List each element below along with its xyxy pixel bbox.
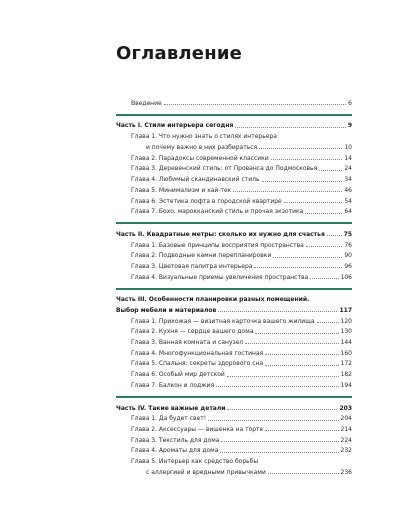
toc-entry[interactable] bbox=[116, 162, 352, 173]
toc-page-number: 64 bbox=[344, 208, 352, 216]
toc-page-number: 120 bbox=[340, 317, 352, 325]
toc-entry-label: Введение bbox=[131, 99, 162, 107]
toc-entry[interactable] bbox=[116, 238, 352, 249]
toc-entry-label: и почему важно в них разбираться bbox=[146, 144, 258, 152]
toc-page-number: 90 bbox=[344, 252, 352, 260]
toc-page-number: 172 bbox=[340, 360, 352, 368]
dot-leader bbox=[268, 473, 339, 474]
toc-entry[interactable] bbox=[116, 194, 352, 205]
toc-page-number: 117 bbox=[339, 307, 352, 314]
dot-leader bbox=[265, 365, 338, 366]
toc-entry-intro[interactable] bbox=[116, 96, 352, 107]
toc-entry-label: Глава 2. Аксессуары — вишенка на торте bbox=[131, 425, 264, 433]
toc-entry-label: Глава 2. Кухня — сердце вашего дома bbox=[131, 328, 254, 336]
dot-leader bbox=[233, 191, 342, 192]
toc-page-number: 14 bbox=[344, 154, 352, 162]
dot-leader bbox=[259, 148, 342, 149]
toc-entry[interactable] bbox=[116, 205, 352, 216]
dot-leader bbox=[271, 159, 343, 160]
toc-part-heading[interactable] bbox=[116, 293, 352, 304]
dot-leader bbox=[245, 343, 338, 344]
dot-leader bbox=[164, 104, 346, 105]
dot-leader bbox=[265, 430, 338, 431]
dot-leader bbox=[208, 420, 338, 421]
toc-page-number: 224 bbox=[340, 436, 352, 444]
toc-entry-label: Глава 3. Текстиль для дома bbox=[131, 436, 220, 444]
toc-entry-label: Глава 3. Ванная комната и санузел bbox=[131, 339, 244, 347]
toc-part-heading[interactable] bbox=[116, 401, 352, 412]
toc-entry-label: Глава 1. Базовые принципы восприятия пространства bbox=[131, 241, 304, 249]
toc-page-number: 160 bbox=[340, 349, 352, 357]
toc-entry[interactable] bbox=[116, 444, 352, 455]
toc-entry[interactable] bbox=[116, 346, 352, 357]
toc-page-number: 75 bbox=[343, 230, 352, 238]
toc-page-number: 34 bbox=[344, 176, 352, 184]
toc-entry-label: Глава 3. Цветовая палитра интерьера bbox=[131, 262, 253, 270]
toc-page-number: 182 bbox=[340, 371, 352, 379]
part-title: Выбор мебели и материалов bbox=[116, 307, 217, 314]
dot-leader bbox=[306, 246, 343, 247]
toc-entry[interactable] bbox=[116, 183, 352, 194]
toc-page-number: 106 bbox=[340, 273, 352, 281]
section-divider bbox=[116, 288, 352, 290]
dot-leader bbox=[310, 278, 338, 279]
dot-leader bbox=[317, 322, 339, 323]
toc-entry-label: Глава 2. Подводные камни перепланировки bbox=[131, 252, 272, 260]
dot-leader bbox=[327, 235, 342, 236]
toc-entry-label: Глава 4. Ароматы для дома bbox=[131, 447, 219, 455]
toc-entry[interactable] bbox=[116, 259, 352, 270]
toc-entry-label: Глава 7. Балкон и лоджия bbox=[131, 381, 215, 389]
toc-entry-label: Глава 2. Парадоксы современной классики bbox=[131, 154, 269, 162]
toc-page-number: 46 bbox=[344, 186, 352, 194]
toc-page-number: 203 bbox=[339, 404, 352, 412]
toc-entry-label: Глава 6. Особый мир детской bbox=[131, 371, 225, 379]
toc-part-heading-continuation[interactable] bbox=[116, 303, 352, 314]
toc-entry[interactable] bbox=[116, 357, 352, 368]
dot-leader bbox=[221, 441, 338, 442]
toc-entry-label: Глава 1. Прихожая — визитная карточка вашего жилища bbox=[131, 317, 315, 325]
toc-entry[interactable] bbox=[116, 454, 352, 465]
dot-leader bbox=[262, 181, 343, 182]
toc-entry-label: Глава 4. Многофункциональная гостиная bbox=[131, 349, 264, 357]
toc-entry-label: Глава 4. Любимый скандинавский стиль bbox=[131, 176, 260, 184]
toc-entry-label: Глава 4. Визуальные приемы увеличения пространства bbox=[131, 273, 309, 281]
dot-leader bbox=[227, 409, 337, 410]
toc-page-number: 6 bbox=[348, 99, 352, 107]
page-title: Оглавление bbox=[116, 43, 243, 64]
toc-entry-label: Глава 5. Минимализм и хай-тек bbox=[131, 186, 232, 194]
toc-page-number: 10 bbox=[344, 144, 352, 152]
toc-entry-label: Глава 7. Бохо, марокканский стиль и прочая экзотика bbox=[131, 208, 304, 216]
toc-entry[interactable] bbox=[116, 335, 352, 346]
toc-page-number: 96 bbox=[344, 262, 352, 270]
toc-page-number: 214 bbox=[340, 425, 352, 433]
toc-entry-label: Глава 3. Деревенский стиль: от Прованса до Подмосковья bbox=[131, 165, 318, 173]
toc-entry-label: Глава 1. Что нужно знать о стилях интерьера bbox=[131, 133, 277, 141]
dot-leader bbox=[255, 333, 338, 334]
toc-entry[interactable] bbox=[116, 367, 352, 378]
dot-leader bbox=[227, 376, 339, 377]
dot-leader bbox=[284, 202, 343, 203]
dot-leader bbox=[305, 213, 342, 214]
part-title: Часть I. Стили интерьера сегодня bbox=[116, 122, 234, 130]
toc-page-number: 204 bbox=[340, 415, 352, 423]
toc-entry-label: Глава 1. Да будет свет! bbox=[131, 415, 207, 423]
toc-entry-label: Глава 6. Эстетика лофта в городской квартире bbox=[131, 197, 282, 205]
dot-leader bbox=[254, 267, 342, 268]
toc-entry-label: Глава 5. Интерьер как средство борьбы bbox=[131, 457, 259, 465]
section-divider bbox=[116, 222, 352, 224]
toc-entry[interactable] bbox=[116, 378, 352, 389]
toc-part-heading[interactable] bbox=[116, 227, 352, 238]
toc-page-number: 144 bbox=[340, 339, 352, 347]
part-title: Часть IV. Такие важные детали bbox=[116, 404, 226, 412]
toc-entry[interactable] bbox=[116, 270, 352, 281]
toc-page-number: 76 bbox=[344, 241, 352, 249]
toc-page-number: 232 bbox=[340, 447, 352, 455]
dot-leader bbox=[216, 386, 338, 387]
toc-page-number: 236 bbox=[340, 468, 352, 476]
table-of-contents bbox=[116, 96, 352, 476]
toc-entry[interactable] bbox=[116, 172, 352, 183]
dot-leader bbox=[273, 257, 342, 258]
toc-page-number: 54 bbox=[344, 197, 352, 205]
toc-page-number: 194 bbox=[340, 381, 352, 389]
section-divider bbox=[116, 114, 352, 116]
toc-entry[interactable] bbox=[116, 422, 352, 433]
dot-leader bbox=[235, 127, 345, 128]
toc-page-number: 24 bbox=[344, 165, 352, 173]
part-title: Часть II. Квадратные метры: сколько их нужно для счастья bbox=[116, 230, 325, 238]
toc-entry[interactable] bbox=[116, 249, 352, 260]
toc-entry[interactable] bbox=[116, 151, 352, 162]
dot-leader bbox=[218, 311, 337, 312]
toc-entry[interactable] bbox=[116, 433, 352, 444]
toc-part-heading[interactable] bbox=[116, 119, 352, 130]
dot-leader bbox=[319, 170, 342, 171]
section-divider bbox=[116, 396, 352, 398]
toc-page-number: 9 bbox=[347, 122, 352, 130]
dot-leader bbox=[220, 452, 338, 453]
toc-entry-label: с аллергией и вредными привычками bbox=[146, 468, 266, 476]
toc-entry[interactable] bbox=[116, 325, 352, 336]
toc-entry[interactable] bbox=[116, 129, 352, 140]
toc-entry-label: Глава 5. Спальня: секреты здорового сна bbox=[131, 360, 264, 368]
toc-entry-continuation[interactable] bbox=[116, 465, 352, 476]
toc-entry-continuation[interactable] bbox=[116, 140, 352, 151]
dot-leader bbox=[265, 354, 338, 355]
toc-page-number: 130 bbox=[340, 328, 352, 336]
part-title: Часть III. Особенности планировки разных помещений. bbox=[116, 296, 310, 304]
toc-entry[interactable] bbox=[116, 314, 352, 325]
toc-entry[interactable] bbox=[116, 412, 352, 423]
